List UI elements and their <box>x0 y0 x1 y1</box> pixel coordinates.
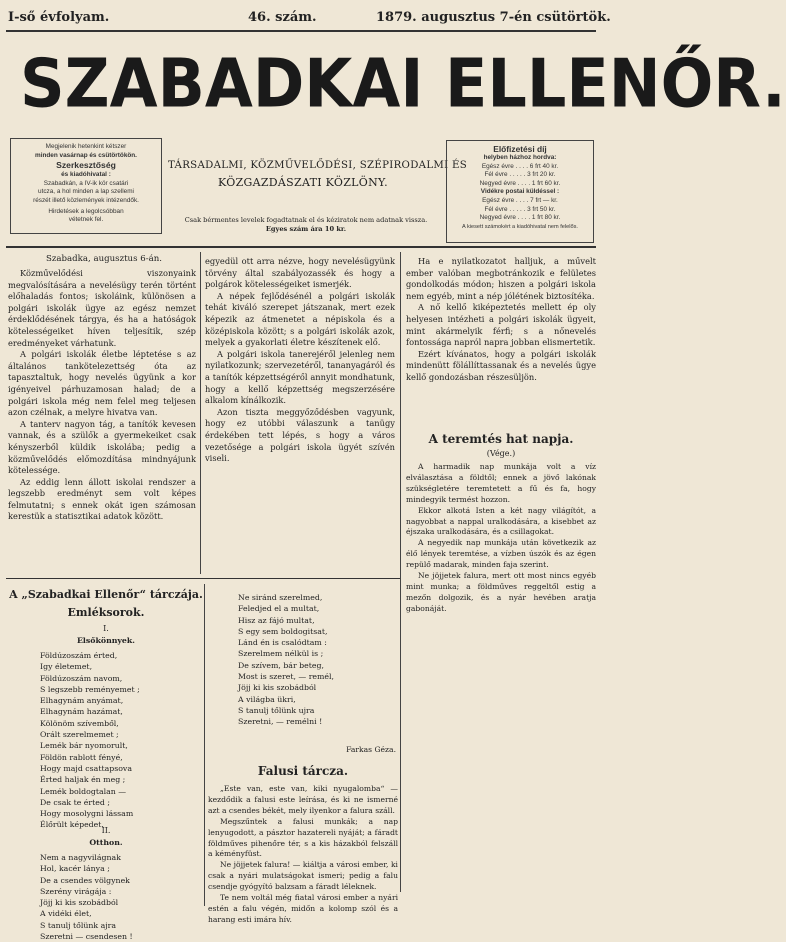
volume-label: I-ső évfolyam. <box>8 10 110 25</box>
feuilleton-rule <box>6 578 400 579</box>
poem-part-3-verse: Ne siránd szerelmed, Feledjed el a multat, Hisz az fájó multat, S egy sem boldogitsat, Lánd én is csalódtam : Szerelmem nélkül is ; De szívem, bár beteg, Most is szeret, — remél, Jöjj ki kis szobádból A világba ükri, S tanulj tőlünk ujra Szeretni, — remélni ! <box>238 593 335 727</box>
article-column-2: egyedül ott arra nézve, hogy nevelésügyünk törvény által szabályozassék és hogy a polgárok kötelességeiket ismerjék. A népek fejlődésénél a polgári iskolák tehát kiváló szerepet játszanak, mert ezek képezik az átmenetet a népiskola és a középiskola között; s a polgári iskolák azok, melyek a gyakorlati életre készítenek elő. A polgári iskola tanerejéről jelenleg nem nyilatkozunk; szervezetéről, tananyagáról és a tanítók képzettségéről annyit mondhatunk, hogy a kellő képzettség megszerzésére alkalom kínálkozik. Azon tiszta meggyőződésben vagyunk, hogy ez utóbbi válaszunk a tanügy érdekében tett lépés, s hogy a város vezetősége a polgári iskola ügyét szívén viseli. <box>205 256 395 464</box>
poem-part-1-title: Elsőkönnyek. <box>76 636 136 645</box>
issue-date: 1879. augusztus 7-én csütörtök. <box>376 10 611 25</box>
article-dateline: Szabadka, augusztus 6-án. <box>46 254 162 264</box>
article-column-3: Ha e nyilatkozatot halljuk, a művelt ember valóban megbotránkozik e felületes gondolkodás módon; hiszen a polgári iskola nem egyéb, mint a nép jólétének biztosítéka. A nő kellő kiképeztetés mellett ép oly helyesen intézheti a polgári iskolák ügyeit, mint akármelyik férfi; s a nőnevelés fontossága napról napra jobban elismertetik. Ezért kívánatos, hogy a polgári iskolák mindenütt fölállíttassanak és a nevelés ügye kellő gondozásban részesüljön. <box>406 256 596 382</box>
submission-notice: Csak bérmentes levelek fogadtatnak el és kéziratok nem adatnak vissza. Egyes szám ára 10 kr. <box>184 216 428 233</box>
subscription-box: Előfizetési díj helyben házhoz hordva: Egész évre . . . . 6 frt 40 kr. Fél évre . . . . . 3 frt 20 kr. Negyed évre . . . . 1 frt 60 kr. Vidékre postai küldéssel : Egész évre . . . . 7 frt — kr. Fél évre . . . . . 3 frt 50 kr. Negyed évre . . . . 1 frt 80 kr. A kiesett számokért a kiadóhivatal nem felelős. <box>446 140 594 243</box>
story-subtitle: (Vége.) <box>486 449 516 458</box>
masthead-title: SZABADKAI ELLENŐR. <box>20 44 786 123</box>
poem-part-2-verse: Nem a nagyvilágnak Hol, kacér lánya ; De a csendes völgynek Szerény virágája : Jöjj ki kis szobádból A vidéki élet, S tanulj tőlünk ajra Szeretni — csendesen ! <box>40 853 133 942</box>
poem-author: Farkas Géza. <box>346 745 396 754</box>
article-column-1: Közművelődési viszonyaink megvalósítására a nevelésügy terén történt előhaladás fontos; iskoláink, különösen a polgári iskolák ügye az egész nemzet érdeklődésének tárgya, és ha a hatóságok kötelességeiket híven teljesítik, szép eredményeket várhatunk. A polgári iskolák életbe léptetése s az általános tankötelezettség óta az tapasztaltuk, hogy nevelés ügyünk a kor igényeivel párhuzamosan halad; de a polgári iskola még nem felel meg teljesen azon czélnak, a melyre hivatva van. A tanterv nagyon tág, a tanítók kevesen vannak, és a szülők a gyermekeiket csak kényszerből küldik iskolába; pedig a közművelődés előmozdítása mindnyájunk kötelessége. Az eddig lenn állott iskolai rendszer a legszebb eredményt sem volt képes felmutatni; s ennek okát igen számosan kerestük a statisztikai adatok között. <box>8 268 196 522</box>
masthead-rule <box>6 246 596 248</box>
poem-part-1-number: I. <box>103 624 109 633</box>
column-divider-3 <box>204 584 205 906</box>
village-column-title: Falusi tárcza. <box>257 764 349 778</box>
header-rule <box>6 30 596 32</box>
masthead-subtitle: TÁRSADALMI, KÖZMŰVELŐDÉSI, SZÉPIRODALMI ÉS KÖZGAZDÁSZATI KÖZLÖNY. <box>168 160 467 189</box>
story-title: A teremtés hat napja. <box>428 432 574 446</box>
column-divider-2 <box>400 252 401 892</box>
poem-part-2-number: II. <box>101 826 111 835</box>
village-column-body: „Este van, este van, kiki nyugalomba“ — kezdődik a falusi este leírása, és ki ne ismerné azt a csendes békét, mely ilyenkor a falura száll. Megszűntek a falusi munkák; a nap lenyugodott, a pásztor hazatereli nyáját; a fáradt földműves pihenőre tér, s a kis házakból felszáll a kéményfüst. Ne jöjjetek falura! — kiáltja a városi ember, ki csak a nyári mulatságokat ismeri; pedig a falu csendje gyógyító balzsam a fáradt léleknek. Te nem voltál még fiatal városi ember a nyári estén a falu végén, midőn a kolomp szól és a harang esti imára hív. <box>208 784 398 924</box>
feuilleton-heading: A „Szabadkai Ellenőr“ tárczája. <box>9 588 203 601</box>
poem-part-2-title: Otthon. <box>89 838 123 847</box>
story-body: A harmadik nap munkája volt a víz elválasztása a földtől; ennek a jövő lakónak szükségletére teremtetett a fű és fa, hogy mindegyik termést hozzon. Ekkor alkotá Isten a két nagy világítót, a nagyobbat a nappal uralkodására, a kisebbet az éjszaka uralkodására, és a csillagokat. A negyedik nap munkája után következik az élő lények teremtése, a vízben úszók és az égen repülő madarak, minden faja szerint. Ne jöjjetek falura, mert ott most nincs egyéb mint munka; a földműves reggeltől estig a mezőn dolgozik, és a nyár hevében aratja gabonáját. <box>406 462 596 613</box>
poem-part-1-verse: Földúzoszám érted, Igy életemet, Földúzoszám navom, S legszebb reményemet ; Elhagynám anyámat, Elhagynám hazámat, Kölönöm szívemből, Orált szerelmemet ; Lemék bár nyomorult, Földön rablott fényé, Hogy majd csattapsova Érted haljak én meg ; Lemék boldogtalan — De csak te érted ; Hogy mosolygni lássam Élőrült képedet. <box>40 651 140 830</box>
issue-number: 46. szám. <box>248 10 317 25</box>
publication-info-box: Megjelenik hetenkint kétszer minden vasárnap és csütörtökön. Szerkesztőség és kiadóhivatal : Szabadkán, a IV-ik kör csatári utcza, a hol minden a lap szellemi részét illető közlemények intézendők. Hirdetések a legolcsóbban vétetnek fel. <box>10 138 162 234</box>
column-divider-1 <box>200 252 201 574</box>
poem-title: Emléksorok. <box>67 606 145 619</box>
